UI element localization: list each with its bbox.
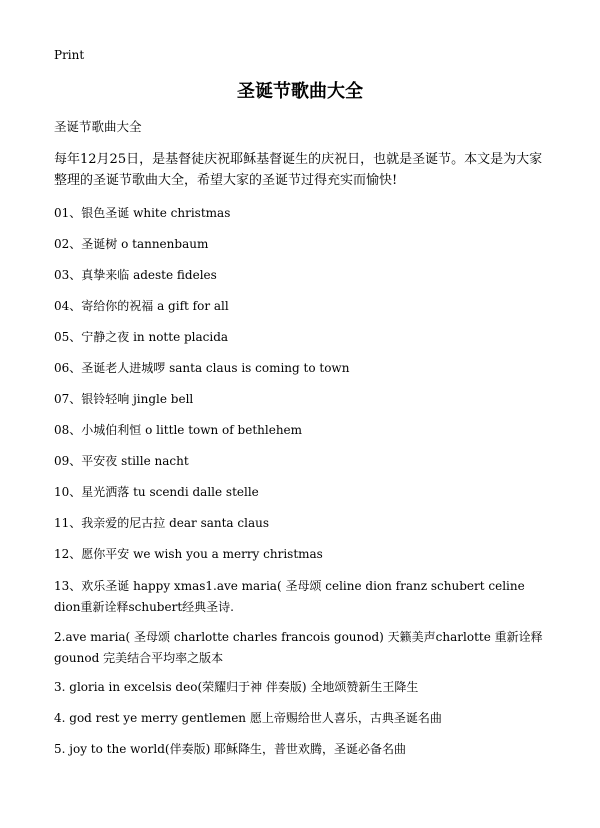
song-item-joy-to-the-world: 5. joy to the world(伴奏版) 耶稣降生，普世欢腾，圣诞必备名曲 (54, 742, 407, 756)
song-item-04: 04、寄给你的祝福 a gift for all (54, 299, 229, 313)
page-title: 圣诞节歌曲大全 (237, 81, 363, 102)
song-item-13: 13、欢乐圣诞 happy xmas1.ave maria( 圣母颂 celine dion franz schubert celine dion重新诠释schubert经典圣诗. (54, 579, 525, 614)
document-content (54, 118, 554, 771)
document-subtitle: 圣诞节歌曲大全 (54, 119, 142, 134)
song-item-god-rest-ye: 4. god rest ye merry gentlemen 愿上帝赐给世人喜乐，古典圣诞名曲 (54, 711, 442, 725)
song-item-09: 09、平安夜 stille nacht (54, 454, 189, 468)
print-label: Print (54, 48, 85, 62)
song-item-07: 07、银铃轻响 jingle bell (54, 392, 194, 406)
song-item-01: 01、银色圣诞 white christmas (54, 206, 231, 220)
song-item-12: 12、愿你平安 we wish you a merry christmas (54, 547, 323, 561)
song-item-06: 06、圣诞老人进城啰 santa claus is coming to town (54, 361, 350, 375)
song-item-03: 03、真挚来临 adeste fideles (54, 268, 217, 282)
intro-paragraph: 每年12月25日，是基督徒庆祝耶稣基督诞生的庆祝日，也就是圣诞节。本文是为大家整理的圣诞节歌曲大全，希望大家的圣诞节过得充实而愉快! (54, 152, 543, 188)
song-list (54, 204, 554, 758)
song-item-05: 05、宁静之夜 in notte placida (54, 330, 229, 344)
song-item-gloria: 3. gloria in excelsis deo(荣耀归于神 伴奏版) 全地颂赞新生王降生 (54, 680, 419, 694)
song-item-ave-maria-charlotte: 2.ave maria( 圣母颂 charlotte charles francois gounod) 天籁美声charlotte 重新诠释gounod 完美结合平均率之版本 (54, 630, 543, 665)
song-item-02: 02、圣诞树 o tannenbaum (54, 237, 209, 251)
song-item-11: 11、我亲爱的尼古拉 dear santa claus (54, 516, 270, 530)
song-item-08: 08、小城伯利恒 o little town of bethlehem (54, 423, 303, 437)
song-item-10: 10、星光洒落 tu scendi dalle stelle (54, 485, 259, 499)
